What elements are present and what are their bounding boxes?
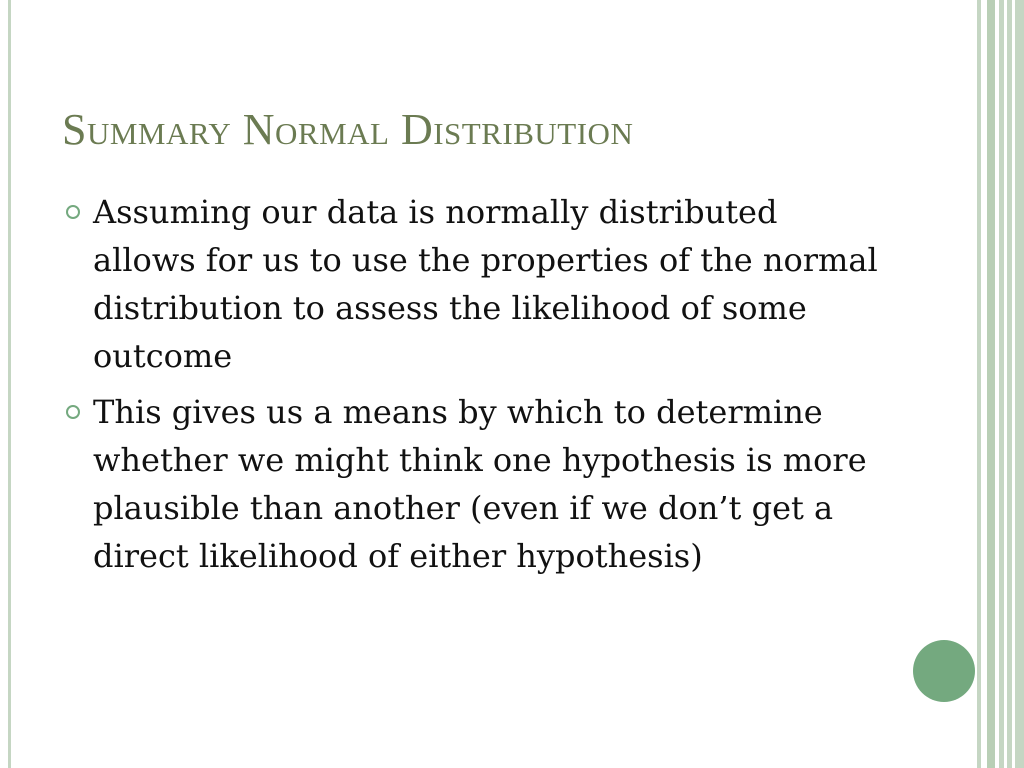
bullet-list xyxy=(60,188,880,588)
ring-bullet-icon xyxy=(66,405,80,419)
bullet-text: Assuming our data is normally distributed allows for us to use the properties of the normal distribution to assess the likelihood of some outcome xyxy=(93,193,878,375)
bullet-item xyxy=(60,388,880,580)
ring-bullet-icon xyxy=(66,205,80,219)
decorative-circle xyxy=(913,640,975,702)
right-border-gap xyxy=(1012,0,1015,768)
right-border-gap xyxy=(1004,0,1007,768)
right-border-stripe xyxy=(987,0,995,768)
left-border-rule xyxy=(8,0,11,768)
bullet-text: This gives us a means by which to determine whether we might think one hypothesis is more plausible than another (even if we don’t get a direct likelihood of either hypothesis) xyxy=(93,393,867,575)
bullet-item xyxy=(60,188,880,380)
slide-title: Summary Normal Distribution xyxy=(62,105,634,154)
